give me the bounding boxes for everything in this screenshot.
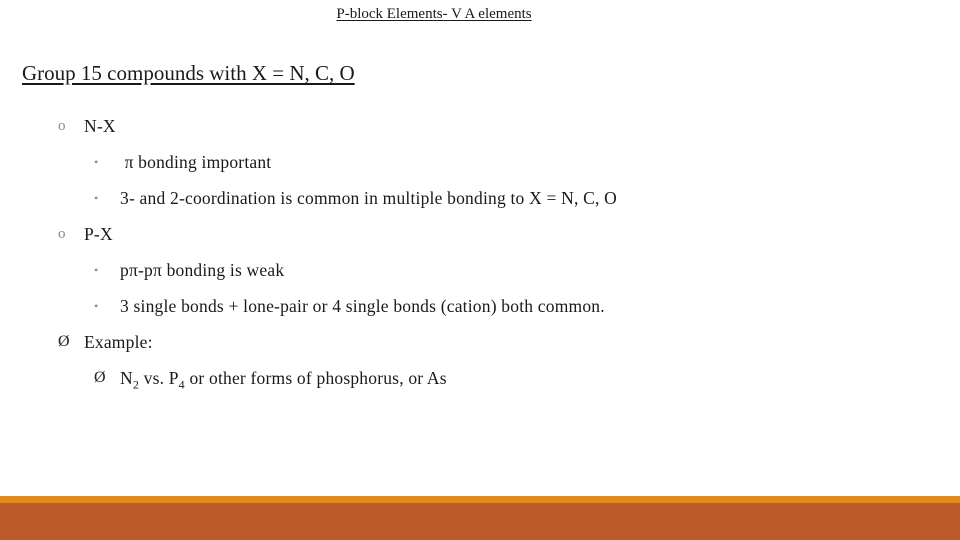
arrow-bullet-icon: Ø xyxy=(58,333,70,350)
formula-n: N xyxy=(120,368,133,388)
list-item-label: π bonding important xyxy=(120,152,272,172)
slide-header: P-block Elements- V A elements xyxy=(336,6,532,22)
formula-tail: or other forms of phosphorus, or As xyxy=(184,368,447,388)
slide-title: Group 15 compounds with X = N, C, O xyxy=(22,61,355,85)
dot-bullet-icon: • xyxy=(94,191,99,205)
list-item-label xyxy=(120,367,447,396)
dot-bullet-icon: • xyxy=(94,155,99,169)
bottom-accent-bar xyxy=(0,496,960,503)
dot-bullet-icon: • xyxy=(94,263,99,277)
list-item-label: pπ-pπ bonding is weak xyxy=(120,260,285,280)
list-item-label: Example: xyxy=(84,332,153,352)
circle-bullet-icon: o xyxy=(58,118,66,134)
formula-vs-p: vs. P xyxy=(139,368,179,388)
circle-bullet-icon: o xyxy=(58,226,66,242)
dot-bullet-icon: • xyxy=(94,299,99,313)
formula-n-subscript: 2 xyxy=(132,377,140,392)
list-item-label: P-X xyxy=(84,224,113,244)
list-item-label: 3 single bonds + lone-pair or 4 single bonds (cation) both common. xyxy=(120,296,605,316)
list-item-label: N-X xyxy=(84,116,116,136)
list-item-label: 3- and 2-coordination is common in multiple bonding to X = N, C, O xyxy=(120,188,617,208)
formula-p-subscript: 4 xyxy=(178,377,185,392)
bottom-footer-bar xyxy=(0,503,960,540)
arrow-bullet-icon: Ø xyxy=(94,369,106,386)
